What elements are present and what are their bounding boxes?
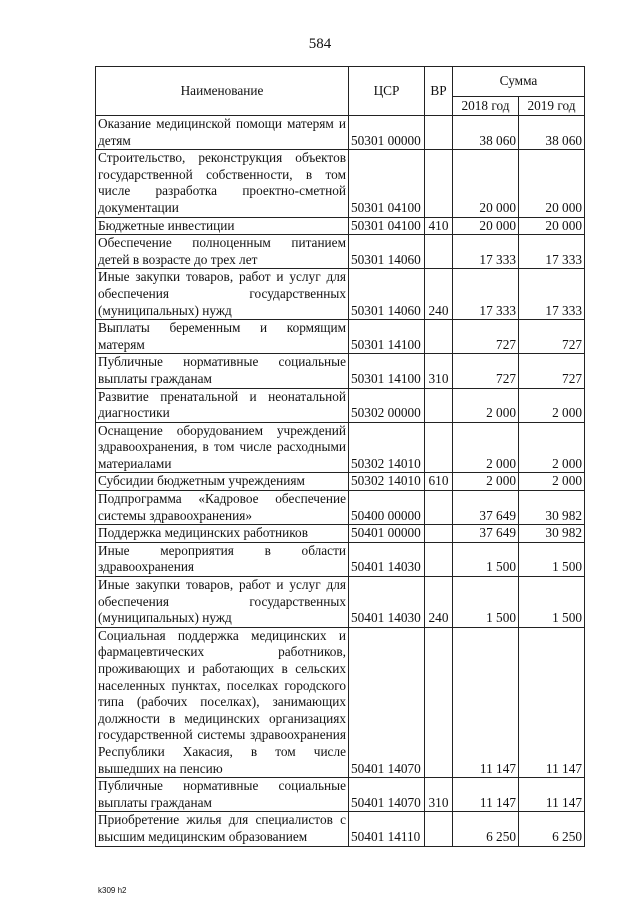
row-csr: 50401 14030 — [349, 577, 425, 628]
row-vr — [425, 525, 453, 543]
row-vr — [425, 235, 453, 269]
row-amount-2018: 17 333 — [453, 235, 519, 269]
row-vr — [425, 812, 453, 846]
row-name: Оказание медицинской помощи матерям и детям — [96, 116, 349, 150]
row-csr: 50401 14070 — [349, 778, 425, 812]
row-amount-2018: 17 333 — [453, 269, 519, 320]
row-name: Строительство, реконструкция объектов государственной собственности, в том числе разработка проектно-сметной документации — [96, 150, 349, 217]
row-vr — [425, 422, 453, 473]
row-amount-2018: 11 147 — [453, 627, 519, 777]
table-row — [96, 491, 585, 525]
header-sum: Сумма — [453, 67, 585, 97]
budget-table — [95, 66, 585, 847]
table-row — [96, 778, 585, 812]
table-row — [96, 150, 585, 217]
row-csr: 50301 14100 — [349, 320, 425, 354]
row-csr: 50301 04100 — [349, 150, 425, 217]
row-amount-2018: 1 500 — [453, 542, 519, 576]
row-csr: 50301 04100 — [349, 217, 425, 235]
row-amount-2018: 38 060 — [453, 116, 519, 150]
row-amount-2019: 2 000 — [519, 473, 585, 491]
row-amount-2018: 727 — [453, 354, 519, 388]
row-amount-2019: 1 500 — [519, 542, 585, 576]
row-name: Иные мероприятия в области здравоохранения — [96, 542, 349, 576]
row-name: Иные закупки товаров, работ и услуг для обеспечения государственных (муниципальных) нужд — [96, 269, 349, 320]
row-vr: 310 — [425, 354, 453, 388]
row-csr: 50301 14060 — [349, 269, 425, 320]
table-row — [96, 320, 585, 354]
row-vr: 610 — [425, 473, 453, 491]
row-vr: 240 — [425, 269, 453, 320]
row-csr: 50401 00000 — [349, 525, 425, 543]
table-row — [96, 354, 585, 388]
row-vr — [425, 320, 453, 354]
row-amount-2019: 20 000 — [519, 217, 585, 235]
row-name: Иные закупки товаров, работ и услуг для обеспечения государственных (муниципальных) нужд — [96, 577, 349, 628]
row-amount-2018: 2 000 — [453, 473, 519, 491]
row-amount-2018: 6 250 — [453, 812, 519, 846]
row-vr — [425, 150, 453, 217]
row-amount-2018: 11 147 — [453, 778, 519, 812]
row-name: Обеспечение полноценным питанием детей в возрасте до трех лет — [96, 235, 349, 269]
row-name: Выплаты беременным и кормящим матерям — [96, 320, 349, 354]
row-amount-2019: 20 000 — [519, 150, 585, 217]
row-name: Развитие пренатальной и неонатальной диагностики — [96, 388, 349, 422]
row-amount-2019: 17 333 — [519, 235, 585, 269]
header-2018: 2018 год — [453, 97, 519, 116]
row-name: Субсидии бюджетным учреждениям — [96, 473, 349, 491]
row-vr — [425, 116, 453, 150]
table-header — [96, 67, 585, 116]
row-name: Социальная поддержка медицинских и фармацевтических работников, проживающих и работающих в сельских населенных пунктах, поселках городского типа (рабочих поселках), занимающих должности в медицинских организациях государственной системы здравоохранения Республики Хакасия, в том числе вышедших на пенсию — [96, 627, 349, 777]
row-vr — [425, 627, 453, 777]
row-amount-2019: 2 000 — [519, 422, 585, 473]
table-row — [96, 473, 585, 491]
row-amount-2019: 2 000 — [519, 388, 585, 422]
row-name: Подпрограмма «Кадровое обеспечение системы здравоохранения» — [96, 491, 349, 525]
row-csr: 50301 00000 — [349, 116, 425, 150]
header-csr: ЦСР — [349, 67, 425, 116]
row-name: Публичные нормативные социальные выплаты гражданам — [96, 778, 349, 812]
row-csr: 50302 14010 — [349, 473, 425, 491]
row-vr — [425, 542, 453, 576]
table-row — [96, 235, 585, 269]
row-amount-2019: 17 333 — [519, 269, 585, 320]
row-csr: 50400 00000 — [349, 491, 425, 525]
row-amount-2019: 11 147 — [519, 778, 585, 812]
row-amount-2018: 20 000 — [453, 150, 519, 217]
row-amount-2018: 37 649 — [453, 491, 519, 525]
row-vr — [425, 388, 453, 422]
header-2019: 2019 год — [519, 97, 585, 116]
table-row — [96, 116, 585, 150]
table-row — [96, 217, 585, 235]
row-amount-2019: 727 — [519, 320, 585, 354]
row-vr: 240 — [425, 577, 453, 628]
row-amount-2019: 38 060 — [519, 116, 585, 150]
row-csr: 50401 14110 — [349, 812, 425, 846]
row-csr: 50401 14070 — [349, 627, 425, 777]
table-row — [96, 542, 585, 576]
table-row — [96, 577, 585, 628]
row-amount-2019: 30 982 — [519, 525, 585, 543]
row-amount-2018: 2 000 — [453, 388, 519, 422]
row-vr: 310 — [425, 778, 453, 812]
row-name: Публичные нормативные социальные выплаты гражданам — [96, 354, 349, 388]
table-row — [96, 812, 585, 846]
row-amount-2019: 6 250 — [519, 812, 585, 846]
header-vr: ВР — [425, 67, 453, 116]
header-name: Наименование — [96, 67, 349, 116]
row-name: Приобретение жилья для специалистов с высшим медицинским образованием — [96, 812, 349, 846]
table-body — [96, 116, 585, 847]
row-name: Бюджетные инвестиции — [96, 217, 349, 235]
row-csr: 50302 14010 — [349, 422, 425, 473]
row-vr: 410 — [425, 217, 453, 235]
row-amount-2019: 727 — [519, 354, 585, 388]
row-amount-2018: 2 000 — [453, 422, 519, 473]
table-row — [96, 388, 585, 422]
row-amount-2018: 1 500 — [453, 577, 519, 628]
row-csr: 50301 14060 — [349, 235, 425, 269]
page-number: 584 — [308, 36, 332, 52]
row-amount-2018: 37 649 — [453, 525, 519, 543]
table-row — [96, 525, 585, 543]
row-vr — [425, 491, 453, 525]
row-amount-2019: 11 147 — [519, 627, 585, 777]
row-amount-2018: 20 000 — [453, 217, 519, 235]
row-csr: 50302 00000 — [349, 388, 425, 422]
row-csr: 50301 14100 — [349, 354, 425, 388]
table-row — [96, 269, 585, 320]
footer-code: k309 h2 — [98, 886, 127, 895]
table-row — [96, 627, 585, 777]
row-amount-2018: 727 — [453, 320, 519, 354]
row-amount-2019: 30 982 — [519, 491, 585, 525]
table-row — [96, 422, 585, 473]
row-name: Поддержка медицинских работников — [96, 525, 349, 543]
row-name: Оснащение оборудованием учреждений здравоохранения, в том числе расходными материалами — [96, 422, 349, 473]
row-csr: 50401 14030 — [349, 542, 425, 576]
row-amount-2019: 1 500 — [519, 577, 585, 628]
